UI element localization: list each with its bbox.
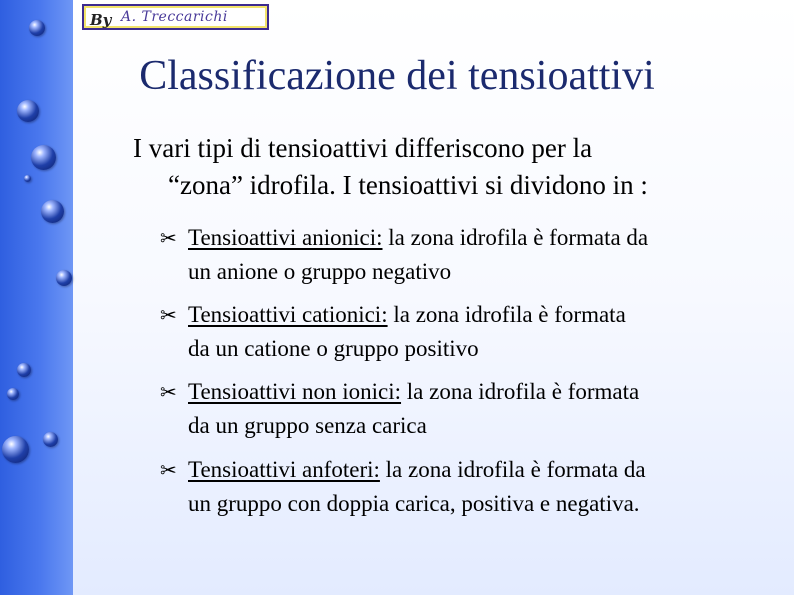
bubble-decoration: [17, 363, 31, 377]
bullet-desc-cont: un gruppo con doppia carica, positiva e negativa.: [188, 491, 640, 516]
author-badge: [82, 4, 269, 30]
author-by-label: By: [90, 11, 112, 29]
bullet-text: [188, 375, 770, 443]
bullet-desc: la zona idrofila è formata: [387, 302, 626, 327]
bullet-text: [188, 221, 770, 289]
scissors-icon: ✂: [160, 303, 177, 327]
bubble-decoration: [17, 100, 39, 122]
bubble-decoration: [2, 436, 29, 463]
bubble-decoration: [29, 20, 45, 36]
bullet-desc-cont: da un catione o gruppo positivo: [188, 336, 479, 361]
bullet-text: [188, 298, 770, 366]
intro-line-1: I vari tipi di tensioattivi differiscono per la: [133, 133, 593, 163]
bubble-decoration: [7, 388, 19, 400]
bullet-term: Tensioattivi cationici:: [188, 302, 388, 327]
bullet-desc-cont: un anione o gruppo negativo: [188, 259, 452, 284]
bubble-decoration: [24, 175, 31, 182]
bubble-decoration: [41, 200, 64, 223]
slide-title: Classificazione dei tensioattivi: [139, 53, 655, 99]
bubble-decoration: [31, 145, 56, 170]
bullet-term: Tensioattivi anionici:: [188, 225, 383, 250]
bullet-text: [188, 453, 770, 521]
scissors-icon: ✂: [160, 226, 177, 250]
bullet-term: Tensioattivi non ionici:: [188, 379, 402, 404]
bullet-term: Tensioattivi anfoteri:: [188, 457, 380, 482]
author-name: A. Treccarichi: [121, 9, 228, 25]
bullet-desc-cont: da un gruppo senza carica: [188, 413, 427, 438]
intro-line-2: “zona” idrofila. I tensioattivi si dividono in :: [168, 170, 648, 200]
scissors-icon: ✂: [160, 380, 177, 404]
bubble-decoration: [43, 432, 58, 447]
bullet-desc: la zona idrofila è formata: [401, 379, 640, 404]
intro-paragraph: [133, 130, 753, 204]
bullet-item-nonionic: [160, 375, 770, 443]
bullet-item-anionic: [160, 221, 770, 289]
scissors-icon: ✂: [160, 458, 177, 482]
bullet-item-cationic: [160, 298, 770, 366]
bullet-desc: la zona idrofila è formata da: [379, 457, 646, 482]
bullet-item-amphoteric: [160, 453, 770, 521]
bullet-desc: la zona idrofila è formata da: [382, 225, 649, 250]
bubble-decoration: [56, 270, 72, 286]
